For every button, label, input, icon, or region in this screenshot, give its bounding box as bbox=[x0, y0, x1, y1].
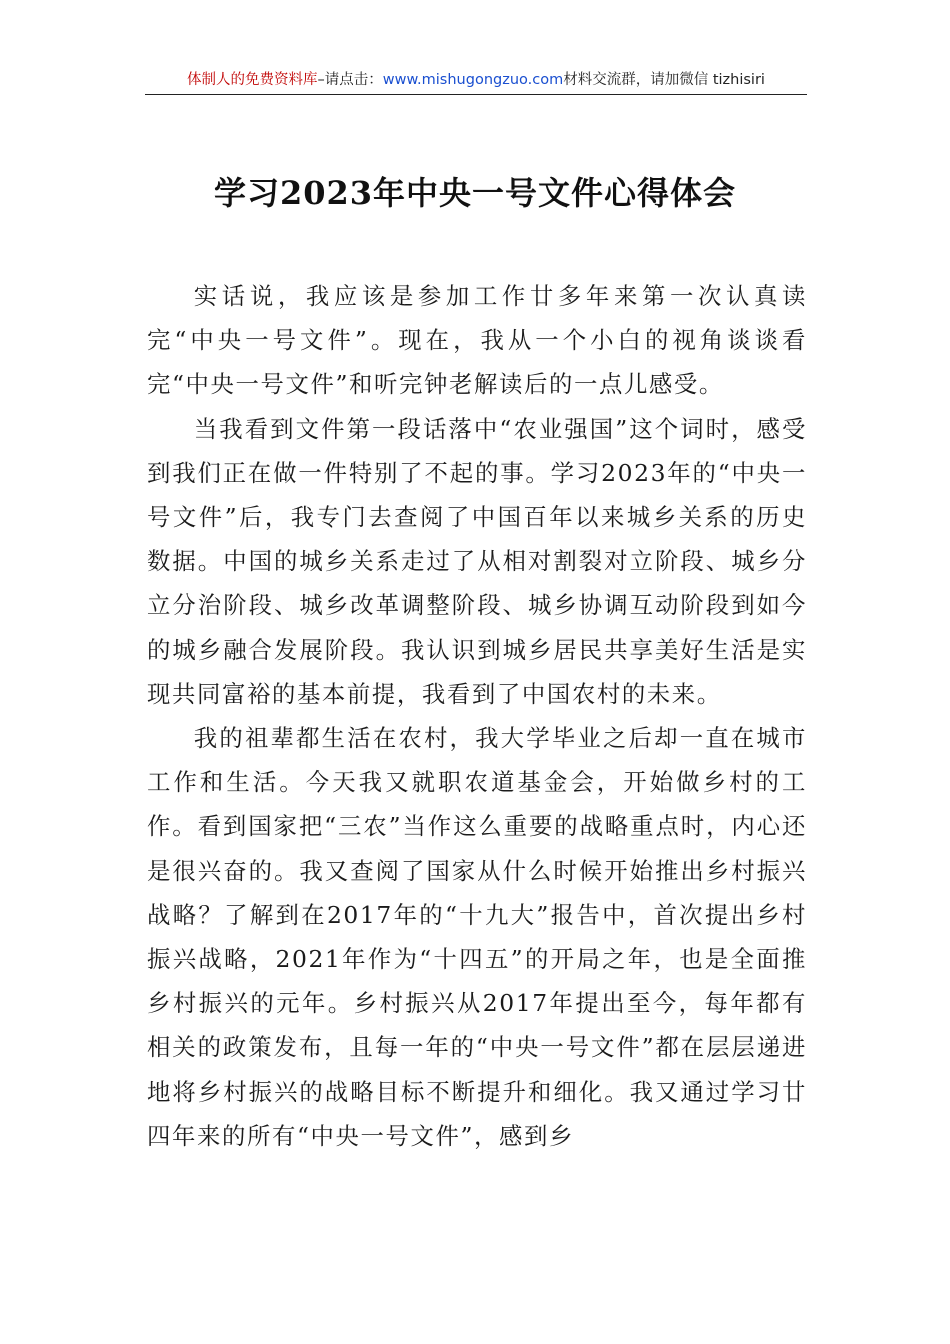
header-prompt: –请点击： bbox=[317, 72, 383, 88]
document-title: 学习2023年中央一号文件心得体会 bbox=[213, 174, 737, 212]
document-body bbox=[147, 274, 807, 1158]
paragraph-3: 我的祖辈都生活在农村，我大学毕业之后却一直在城市工作和生活。今天我又就职农道基金会，开始做乡村的工作。看到国家把“三农”当作这么重要的战略重点时，内心还是很兴奋的。我又查阅了国家从什么时候开始推出乡村振兴战略？了解到在2017年的“十九大”报告中，首次提出乡村振兴战略，2021年作为“十四五”的开局之年，也是全面推乡村振兴的元年。乡村振兴从2017年提出至今，每年都有相关的政策发布，且每一年的“中央一号文件”都在层层递进地将乡村振兴的战略目标不断提升和细化。我又通过学习廿四年来的所有“中央一号文件”，感到乡 bbox=[147, 724, 807, 1150]
paragraph-1: 实话说，我应该是参加工作廿多年来第一次认真读完“中央一号文件”。现在，我从一个小白的视角谈谈看完“中央一号文件”和听完钟老解读后的一点儿感受。 bbox=[147, 282, 807, 399]
header-suffix: 材料交流群，请加微信 tizhisiri bbox=[563, 72, 765, 88]
page-header bbox=[145, 68, 807, 95]
header-url-link[interactable]: www.mishugongzuo.com bbox=[382, 72, 564, 88]
header-brand: 体制人的免费资料库 bbox=[187, 72, 318, 88]
paragraph-2: 当我看到文件第一段话落中“农业强国”这个词时，感受到我们正在做一件特别了不起的事。学习2023年的“中央一号文件”后，我专门去查阅了中国百年以来城乡关系的历史数据。中国的城乡关系走过了从相对割裂对立阶段、城乡分立分治阶段、城乡改革调整阶段、城乡协调互动阶段到如今的城乡融合发展阶段。我认识到城乡居民共享美好生活是实现共同富裕的基本前提，我看到了中国农村的未来。 bbox=[147, 414, 807, 708]
